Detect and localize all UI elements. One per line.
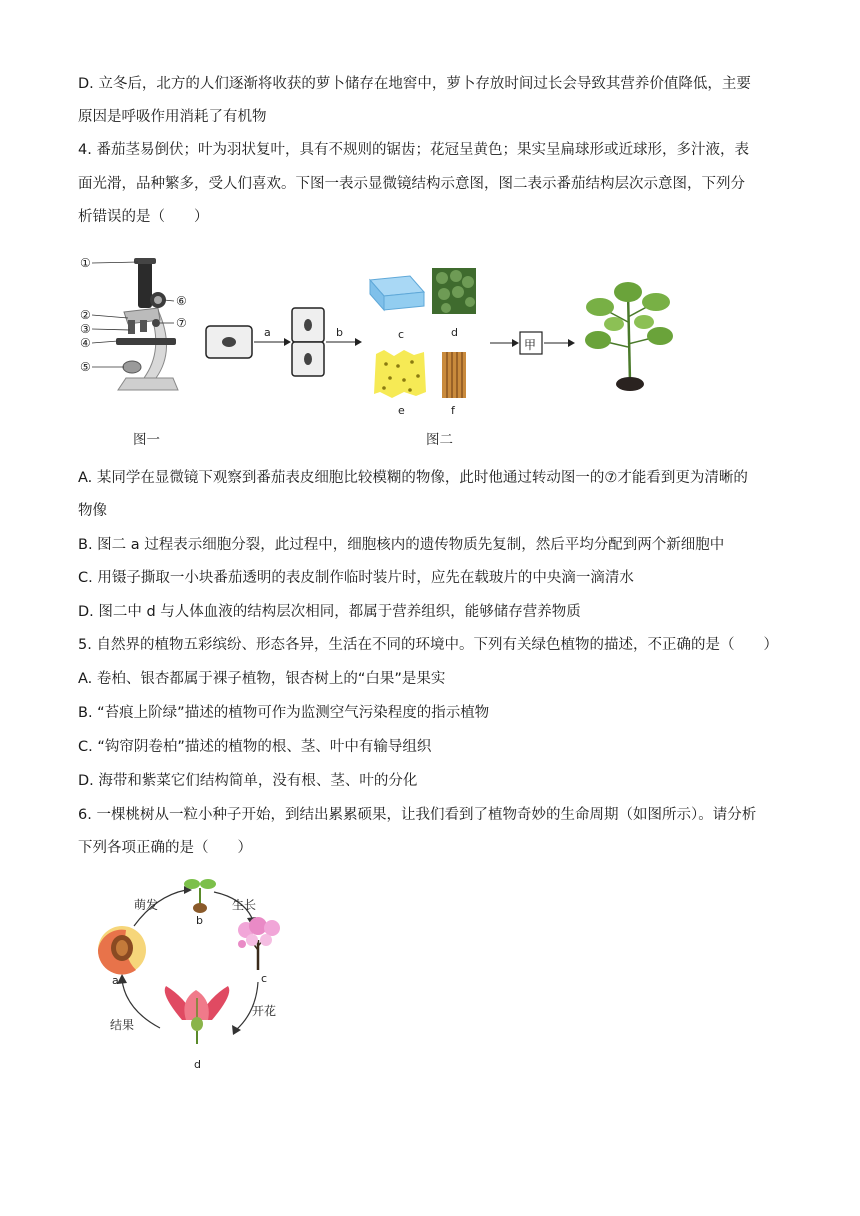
microscope-label: ① [80, 256, 91, 270]
text-line: A. 某同学在显微镜下观察到番茄表皮细胞比较模糊的物像，此时他通过转动图一的⑦才能看到更为清晰的 [78, 470, 748, 486]
box-jia-label: 甲 [524, 338, 537, 352]
text-line: D. 图二中 d 与人体血液的结构层次相同，都属于营养组织，能够储存营养物质 [78, 604, 581, 620]
microscope-label: ⑦ [176, 316, 187, 330]
tissue-e-icon [374, 350, 426, 398]
tissue-f-icon [442, 352, 466, 398]
flowering-tree-icon [238, 917, 280, 970]
text-line: 下列各项正确的是（ ） [78, 840, 252, 856]
microscope-leader-lines [78, 250, 198, 410]
text-line: 5. 自然界的植物五彩缤纷、形态各异，生活在不同的环境中。下列有关绿色植物的描述，不正确的是（ ） [78, 637, 778, 653]
text-line: D. 立冬后，北方的人们逐渐将收获的萝卜储存在地窖中，萝卜存放时间过长会导致其营养价值降低，主要 [78, 76, 751, 92]
process-grow-label: 生长 [232, 898, 257, 912]
text-line: 面光滑，品种繁多，受人们喜欢。下图一表示显微镜结构示意图，图二表示番茄结构层次示意图，下列分 [78, 176, 745, 192]
tissue-c-icon [370, 276, 424, 310]
text-line: B. 图二 a 过程表示细胞分裂，此过程中，细胞核内的遗传物质先复制，然后平均分配到两个新细胞中 [78, 537, 725, 553]
text-line: 4. 番茄茎易倒伏；叶为羽状复叶，具有不规则的锯齿；花冠呈黄色；果实呈扁球形或近球形，多汁液，表 [78, 142, 749, 158]
structure-levels-figure [200, 262, 680, 422]
tissue-f-label: f [451, 404, 455, 417]
stage-c-label: c [261, 972, 268, 985]
flower-section-icon [165, 986, 230, 1044]
microscope-figure [78, 250, 198, 410]
stage-b-label: b [196, 914, 203, 927]
seedling-icon [184, 879, 216, 913]
stage-d-label: d [194, 1058, 201, 1071]
text-line: B. “苔痕上阶绿”描述的植物可作为监测空气污染程度的指示植物 [78, 705, 490, 721]
tissue-d-icon [432, 268, 476, 314]
text-line: 原因是呼吸作用消耗了有机物 [78, 109, 267, 125]
text-line: C. 用镊子撕取一小块番茄透明的表皮制作临时装片时，应先在载玻片的中央滴一滴清水 [78, 570, 634, 586]
text-line: 物像 [78, 503, 107, 519]
figure1-caption: 图一 [133, 432, 160, 448]
process-fruit-label: 结果 [110, 1018, 135, 1032]
stage-a-label: a [112, 974, 119, 987]
microscope-label: ④ [80, 336, 91, 350]
arrow-b-label: b [336, 326, 343, 339]
tissue-c-label: c [398, 328, 405, 341]
microscope-label: ⑤ [80, 360, 91, 374]
process-germinate-label: 萌发 [134, 898, 159, 912]
peach-fruit-icon [98, 926, 146, 975]
microscope-label: ⑥ [176, 294, 187, 308]
text-line: A. 卷柏、银杏都属于裸子植物，银杏树上的“白果”是果实 [78, 671, 446, 687]
text-line: C. “钩帘阴卷柏”描述的植物的根、茎、叶中有输导组织 [78, 739, 432, 755]
text-line: 6. 一棵桃树从一粒小种子开始，到结出累累硕果，让我们看到了植物奇妙的生命周期（如图所示）。请分析 [78, 807, 757, 823]
tomato-plant-icon [585, 282, 673, 391]
arrow-a-label: a [264, 326, 271, 339]
tissue-d-label: d [451, 326, 458, 339]
process-bloom-label: 开花 [252, 1004, 277, 1018]
structure-levels-drawing [200, 262, 680, 422]
figure2-caption: 图二 [426, 432, 453, 448]
microscope-label: ③ [80, 322, 91, 336]
microscope-label: ② [80, 308, 91, 322]
text-line: D. 海带和紫菜它们结构简单，没有根、茎、叶的分化 [78, 773, 418, 789]
tissue-e-label: e [398, 404, 405, 417]
life-cycle-figure [86, 870, 296, 1080]
text-line: 析错误的是（ ） [78, 209, 209, 225]
